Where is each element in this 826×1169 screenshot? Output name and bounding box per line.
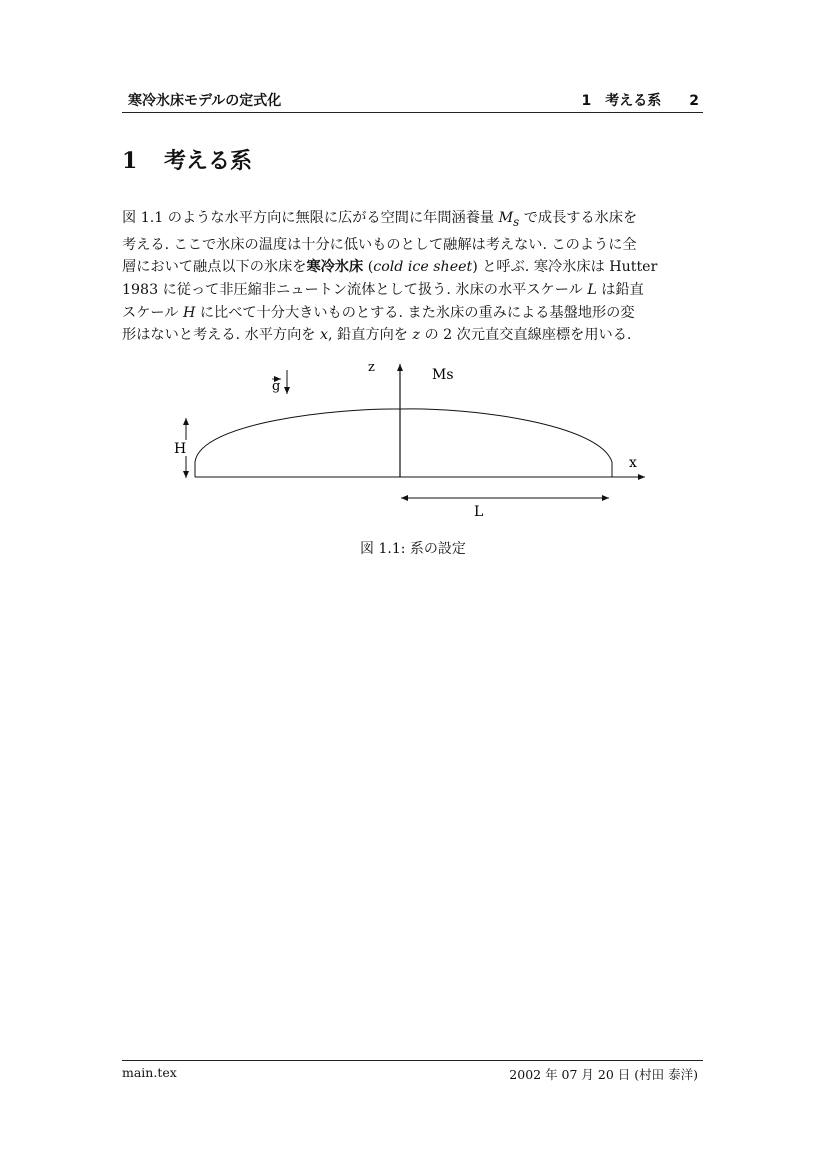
- figure-caption: 図 1.1: 系の設定: [360, 541, 466, 557]
- label-h: H: [174, 441, 187, 457]
- bold-term: 寒冷氷床: [306, 259, 364, 276]
- section-heading: [122, 144, 252, 175]
- label-ms: Ms: [432, 367, 454, 383]
- section-number: 1: [122, 148, 138, 174]
- body-line: 層において融点以下の氷床を寒冷氷床 (cold ice sheet) と呼ぶ. 寒冷氷床は Hutter: [122, 259, 658, 276]
- body-paragraph: [122, 207, 707, 347]
- header-title: 寒冷氷床モデルの定式化: [128, 93, 282, 109]
- section-title: 考える系: [164, 149, 253, 174]
- svg-text:g: g: [272, 379, 281, 394]
- italic-term: cold ice sheet: [373, 259, 473, 276]
- running-header: [122, 86, 703, 113]
- label-z: z: [368, 360, 375, 375]
- body-line: 形はないと考える. 水平方向を x, 鉛直方向を z の 2 次元直交直線座標を用いる.: [122, 327, 632, 344]
- running-footer: [122, 1060, 703, 1082]
- label-x: x: [629, 455, 637, 471]
- ice-sheet-profile: [195, 409, 612, 477]
- header-page-number: 2: [689, 93, 699, 109]
- header-section-page: [582, 90, 700, 110]
- body-line: 図 1.1 のような水平方向に無限に広がる空間に年間涵養量 $M_s$ で成長する氷床を: [122, 210, 638, 229]
- footer-date-author: 2002 年 07 月 20 日 (村田 泰洋): [509, 1067, 698, 1082]
- header-section: 1 考える系: [581, 93, 662, 109]
- body-line: 1983 に従って非圧縮非ニュートン流体として扱う. 氷床の水平スケール L は鉛直: [122, 281, 644, 298]
- body-line: 考える. ここで氷床の温度は十分に低いものとして融解は考えない. このように全: [122, 236, 637, 253]
- label-l: L: [474, 504, 484, 520]
- ice-sheet-diagram: [160, 352, 660, 532]
- footer-filename: main.tex: [122, 1065, 177, 1080]
- ice-sheet-figure: [160, 352, 660, 532]
- label-g: [272, 379, 281, 394]
- body-line: スケール H に比べて十分大きいものとする. また氷床の重みによる基盤地形の変: [122, 304, 635, 321]
